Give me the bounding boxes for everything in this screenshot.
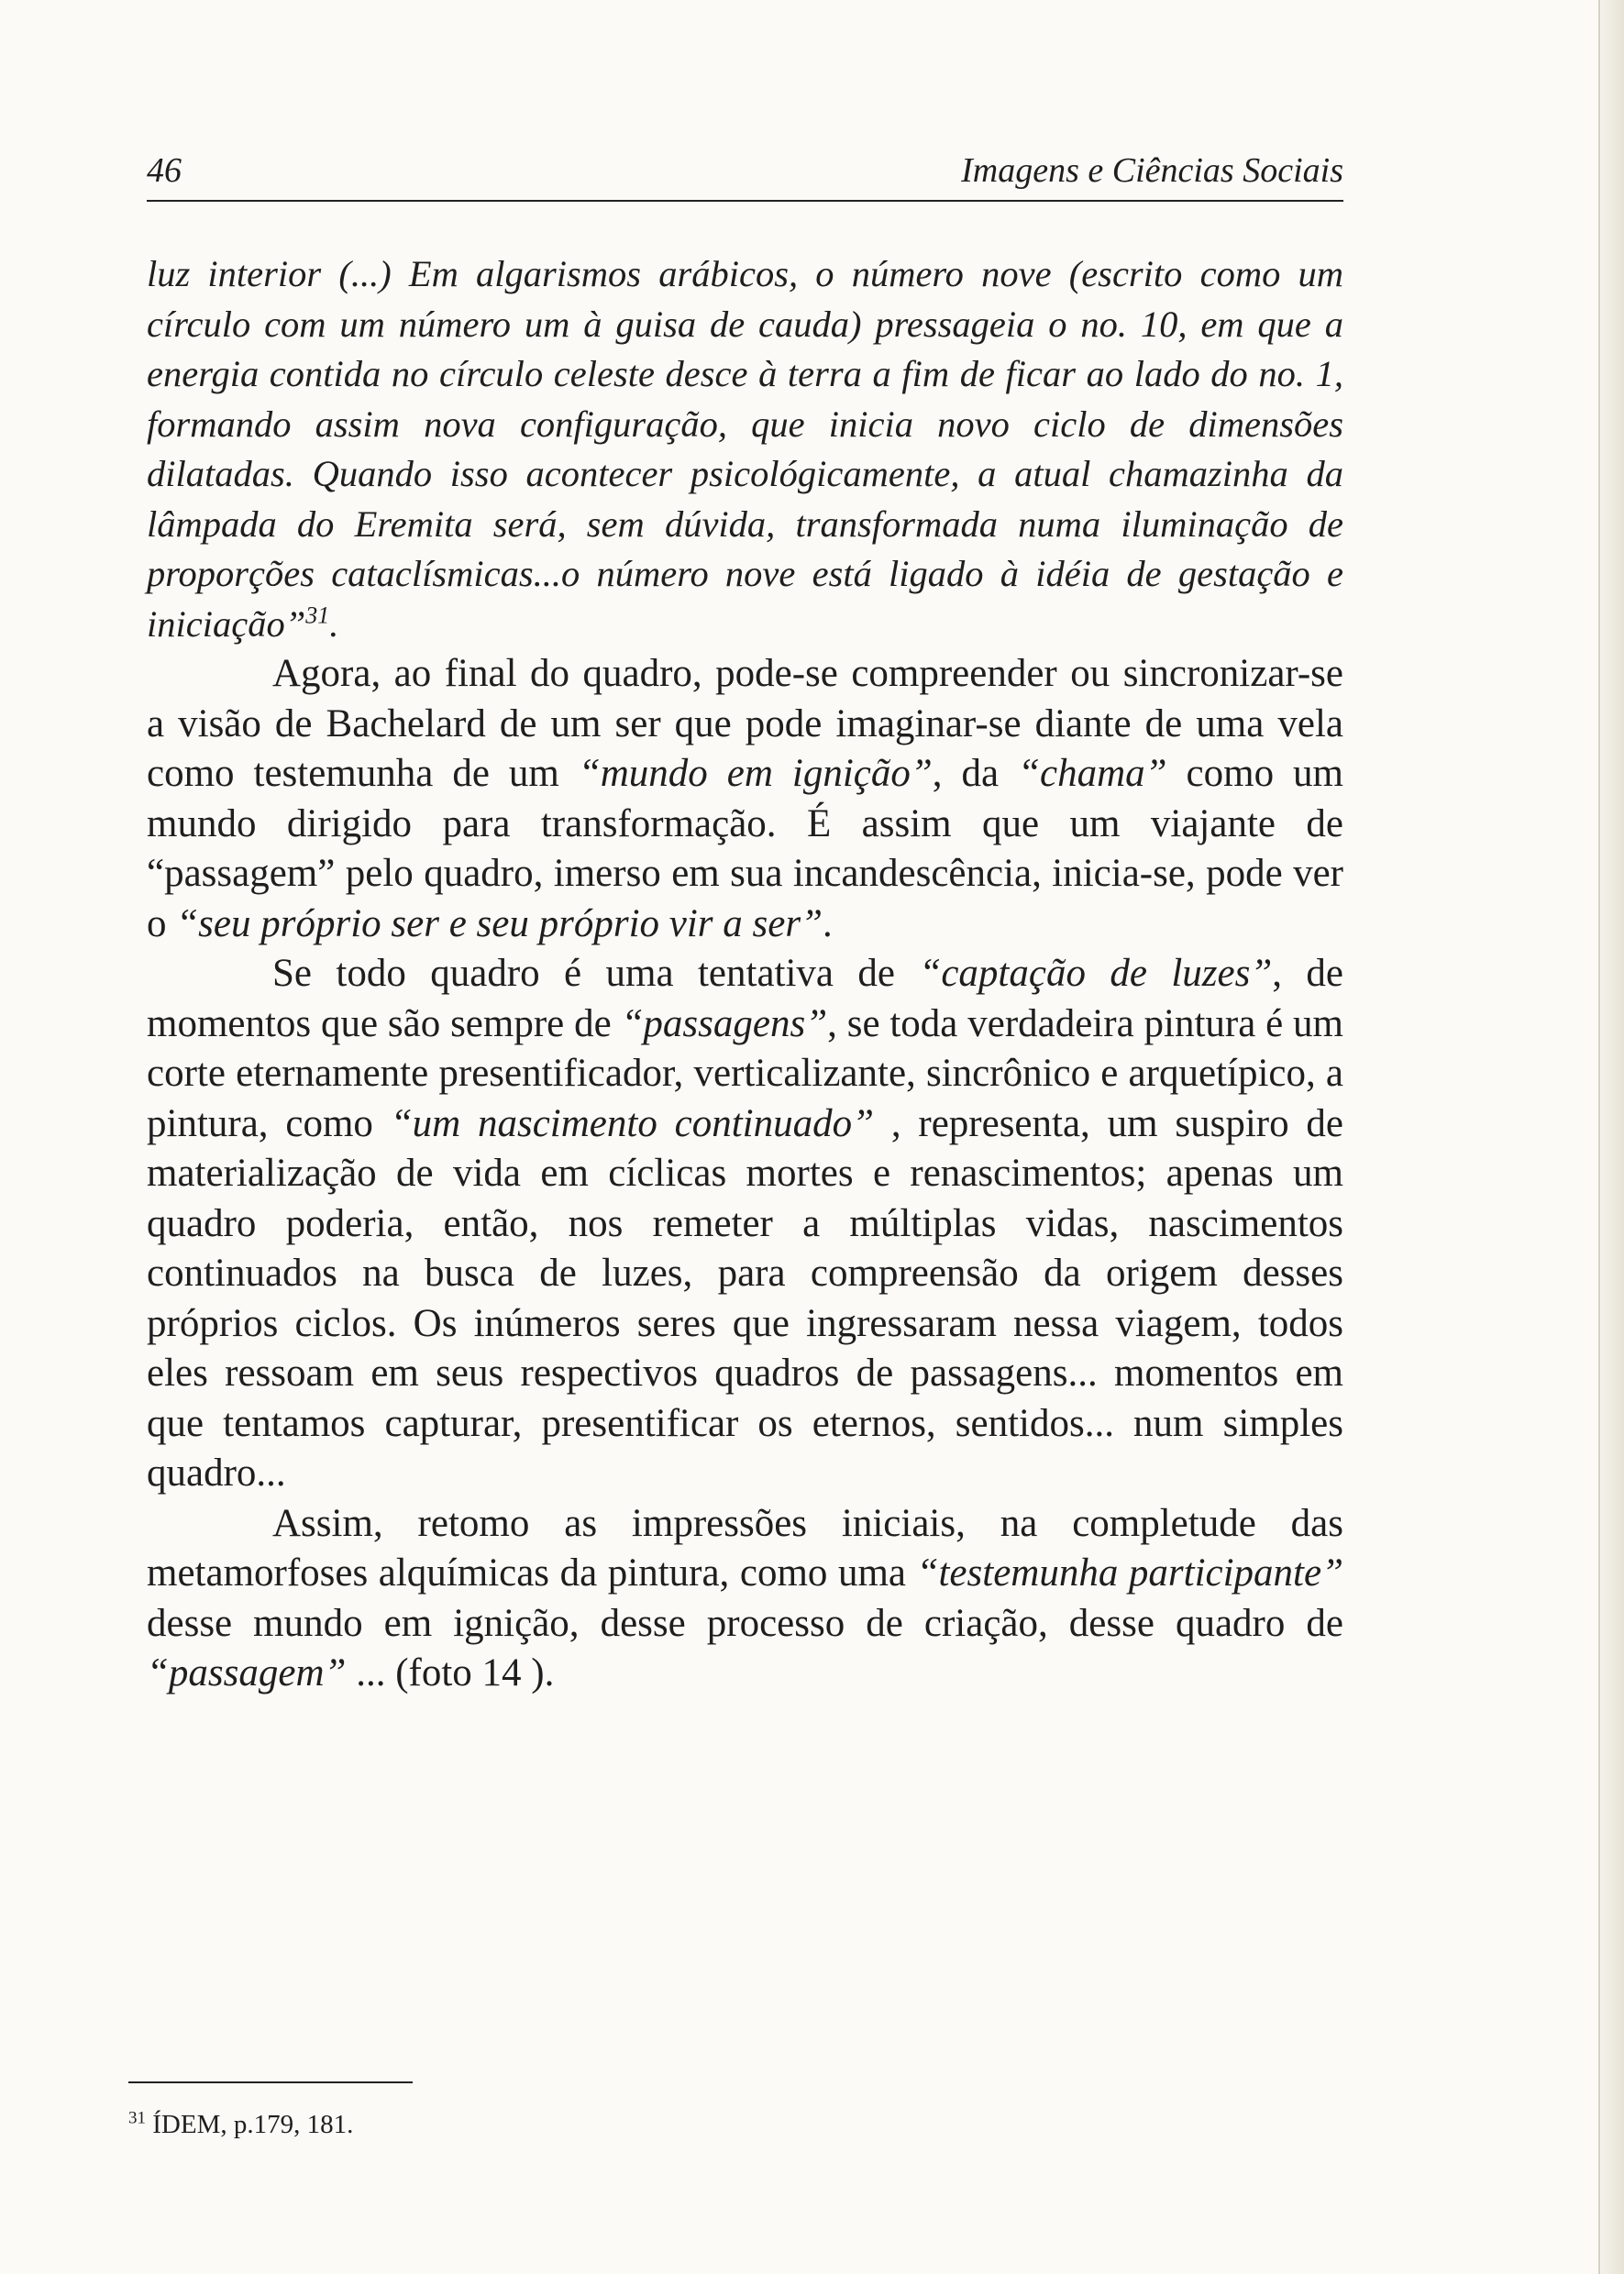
paragraph-1 xyxy=(147,649,1343,949)
paragraph-2-italic-1: “captação de luzes” xyxy=(919,952,1273,995)
paragraph-2 xyxy=(147,949,1343,1499)
footnote xyxy=(128,2109,353,2140)
page-header xyxy=(147,147,1343,202)
paragraph-2-italic-3: “um nascimento continuado” xyxy=(390,1101,875,1145)
page-number: 46 xyxy=(147,151,182,190)
paragraph-2-text-4: , representa, um suspiro de materialização de vida em cíclicas mortes e renascimentos; apenas um quadro poderia, então, nos remeter a múltiplas vidas, nascimentos continuados na busca de luzes, para compreensão da origem desses próprios ciclos. Os inúmeros seres que ingressaram nessa viagem, todos eles ressoam em seus respectivos quadros de passagens... momentos em que tentamos capturar, presentificar os eternos, sentidos... num simples quadro... xyxy=(147,1101,1343,1495)
paragraph-3-italic-1: “testemunha participante” xyxy=(916,1551,1343,1595)
paragraph-2-text-1: Se todo quadro é uma tentativa de xyxy=(272,952,920,995)
paragraph-2-italic-2: “passagens” xyxy=(621,1001,828,1045)
block-quote xyxy=(147,249,1343,649)
page-edge xyxy=(1598,0,1624,2274)
paragraph-1-text-4: . xyxy=(823,901,833,945)
quote-text: luz interior (...) Em algarismos arábicos, o número nove (escrito como um círculo com um número um à guisa de cauda) pressageia o no. 10, em que a energia contida no círculo celeste desce à terra a fim de ficar ao lado do no. 1, formando assim nova configuração, que inicia novo ciclo de dimensões dilatadas. Quando isso acontecer psicológicamente, a atual chamazinha da lâmpada do Eremita será, sem dúvida, transformada numa iluminação de proporções cataclísmicas...o número nove está ligado à idéia de gestação e iniciação” xyxy=(147,253,1343,645)
paragraph-3 xyxy=(147,1499,1343,1699)
paragraph-1-italic-2: “chama” xyxy=(1018,752,1167,795)
paragraph-1-text-2: , da xyxy=(932,752,1019,795)
text-body xyxy=(147,249,1343,1699)
paragraph-1-italic-3: “seu próprio ser e seu próprio vir a ser” xyxy=(176,901,823,945)
paragraph-3-italic-2: “passagem” xyxy=(147,1651,347,1694)
footnote-ref: 31 xyxy=(305,602,330,628)
paragraph-1-text-3: como um mundo dirigido para transformação. É assim que um viajante de “passagem” pelo quadro, imerso em sua incandescência, inicia-se, pode ver o xyxy=(147,752,1344,945)
paragraph-2-text-2: , de momentos que são sempre de xyxy=(147,952,1343,1045)
quote-end: . xyxy=(329,602,339,645)
running-title: Imagens e Ciências Sociais xyxy=(961,151,1343,190)
paragraph-1-text-1: Agora, ao final do quadro, pode-se compreender ou sincronizar-se a visão de Bachelard de um ser que pode imaginar-se diante de uma vela como testemunha de um xyxy=(147,652,1343,795)
paragraph-3-text-3: ... (foto 14 ). xyxy=(346,1651,555,1694)
footnote-rule xyxy=(128,2081,413,2083)
paragraph-1-italic-1: “mundo em ignição” xyxy=(578,752,933,795)
paragraph-2-text-3: , se toda verdadeira pintura é um corte eternamente presentificador, verticalizante, sincrônico e arquetípico, a pintura, como xyxy=(147,1001,1343,1145)
footnote-number: 31 xyxy=(128,2108,146,2128)
paragraph-3-text-1: Assim, retomo as impressões iniciais, na completude das metamorfoses alquímicas da pintura, como uma xyxy=(147,1501,1343,1595)
paragraph-3-text-2: desse mundo em ignição, desse processo de criação, desse quadro de xyxy=(147,1601,1343,1645)
footnote-text: ÍDEM, p.179, 181. xyxy=(146,2110,354,2139)
